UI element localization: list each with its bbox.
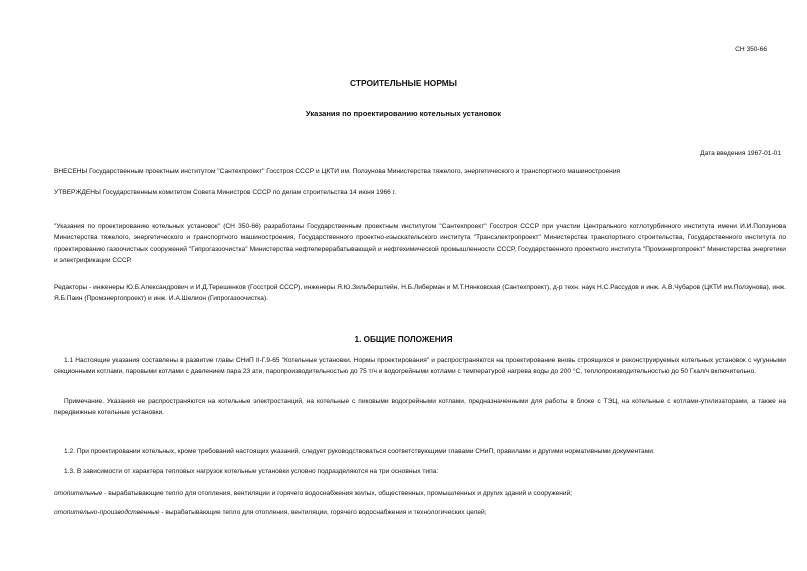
approved-label: УТВЕРЖДЕНЫ	[54, 189, 101, 196]
note-paragraph: Примечание. Указания не распространяются на котельные электростанций, на котельные с пиковыми водогрейными котлами, предназначенными для работы в блоке с ТЭЦ, на котельные с котлами-утилизаторами, а также на передвижные котельные установки.	[54, 398, 786, 417]
type-heating-text: - вырабатывающие тепло для отопления, вентиляции и горячего водоснабжения жилых, общественных, промышленных и других зданий и сооружений;	[102, 490, 573, 497]
paragraph-1-3: 1.3. В зависимости от характера тепловых нагрузок котельные установки условно подразделяются на три основных типа:	[64, 468, 439, 475]
approved-by	[54, 187, 774, 198]
section-heading: 1. ОБЩИЕ ПОЛОЖЕНИЯ	[354, 335, 453, 344]
introduced-text: Государственным проектным институтом "Сантехпроект" Госстроя СССР и ЦКТИ им. Ползунова Министерства тяжелого, энергетического и транспортного машиностроения	[87, 168, 621, 175]
document-code: СН 350-66	[735, 46, 767, 53]
type-heating-production-term: отопительно-производственные	[54, 509, 160, 516]
paragraph-1-2: 1.2. При проектировании котельных, кроме требований настоящих указаний, следует руководствоваться соответствующими главами СНиП, правилами и другими нормативными документами.	[64, 448, 655, 455]
introduced-by	[54, 166, 774, 177]
developed-by-paragraph: "Указания по проектированию котельных установок" (СН 350-66) разработаны Государственным проектным институтом "Сантехпроект" Госстроя СССР при участии Центрального котлотурбинного института имени И.И.Ползунова Министерства тяжелого, энергетического и транспортного машиностроения, Государственного проектно-изыскательского института "Трансэлектропроект" Министерства транспортного строительства, Государственного института по проектированию газоочистных сооружений "Гипрогазоочистка" Министерства нефтеперерабатывающей и нефтехимической промышленности СССР, Государственного проектного института "Промэнергопроект" Министерства энергетики и электрификации СССР.	[54, 223, 786, 264]
type-heating-term: отопительные	[54, 490, 103, 497]
effective-date: Дата введения 1967-01-01	[700, 150, 781, 157]
type-heating-production	[54, 507, 786, 518]
type-heating	[54, 488, 786, 499]
document-subtitle: Указания по проектированию котельных установок	[305, 109, 502, 118]
document-title: СТРОИТЕЛЬНЫЕ НОРМЫ	[350, 78, 457, 88]
editors-paragraph: Редакторы - инженеры Ю.Б.Александрович и И.Д.Терешенков (Госстрой СССР), инженеры Я.Ю.Зильберштейн, Н.Б.Либерман и М.Т.Нянковская (Сантехпроект), д-р техн. наук Н.С.Рассудов и инж. А.В.Чубаров (ЦКТИ им.Ползунова), инж. Я.Б.Паин (Промэнергопроект) и инж. И.А.Шелион (Гипрогазоочистка).	[54, 284, 786, 303]
type-heating-production-text: - вырабатывающие тепло для отопления, вентиляции, горячего водоснабжения и технологических целей;	[159, 509, 487, 516]
paragraph-1-1: 1.1 Настоящие указания составлены в развитие главы СНиП II-Г.9-65 "Котельные установки. Нормы проектирования" и распространяются на проектирование вновь строящихся и реконструируемых котельных установок с чугунными секционными котлами, паровыми котлами с давлением пара 23 ати, паропроизводительностью до 75 т/ч и водогрейными котлами с температурой нагрева воды до 200 °С, теплопроизводительностью до 50 Гкал/ч включительно.	[54, 357, 786, 376]
introduced-label: ВНЕСЕНЫ	[54, 168, 88, 175]
approved-text: Государственным комитетом Совета Министров СССР по делам строительства 14 июня 1966 г.	[100, 189, 397, 196]
